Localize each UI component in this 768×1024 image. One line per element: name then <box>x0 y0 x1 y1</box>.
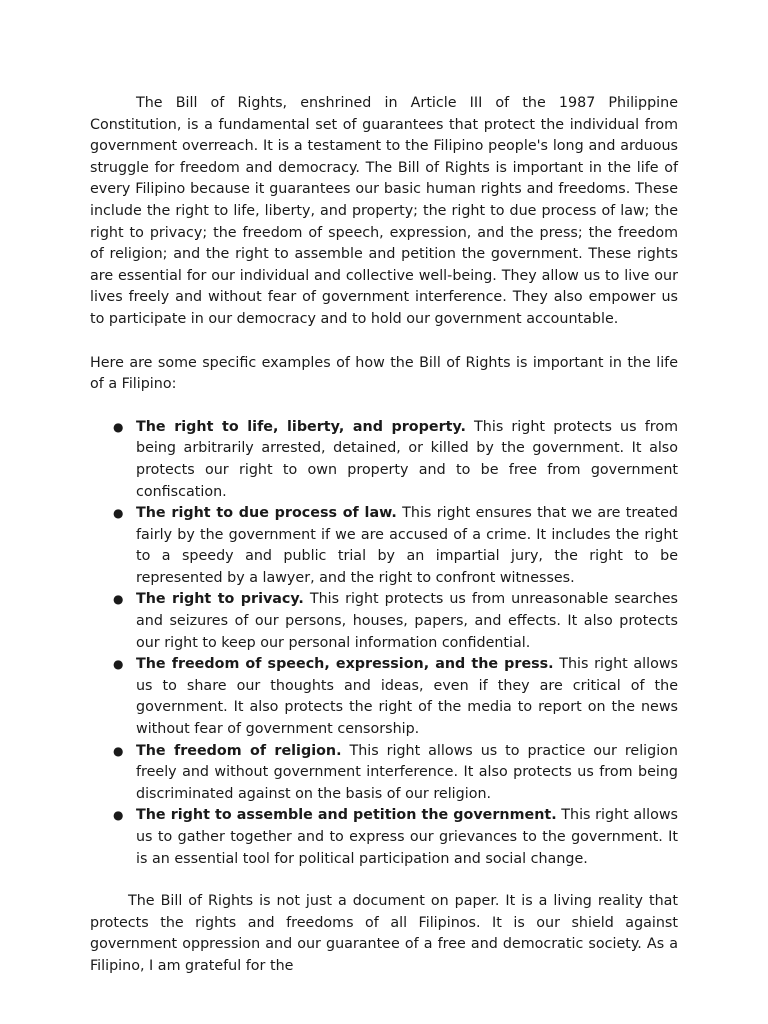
list-item <box>113 417 679 503</box>
right-term: The right to privacy. <box>136 591 304 608</box>
right-description: This right allows us to gather together and to express our grievances to the government. It is an essential tool for political participation and social change. <box>136 807 678 867</box>
intro-paragraph: The Bill of Rights, enshrined in Article III of the 1987 Philippine Constitution, is a fundamental set of guarantees that protect the individual from government overreach. It is a testament to the Filipino people's long and arduous struggle for freedom and democracy. The Bill of Rights is important in the life of every Filipino because it guarantees our basic human rights and freedoms. These include the right to life, liberty, and property; the right to due process of law; the right to privacy; the freedom of speech, expression, and the press; the freedom of religion; and the right to assemble and petition the government. These rights are essential for our individual and collective well-being. They allow us to live our lives freely and without fear of government interference. They also empower us to participate in our democracy and to hold our government accountable. <box>90 95 678 327</box>
right-description: This right protects us from unreasonable searches and seizures of our persons, houses, papers, and effects. It also protects our right to keep our personal information confidential. <box>136 591 678 651</box>
list-item <box>113 654 678 740</box>
right-description: This right allows us to share our thoughts and ideas, even if they are critical of the government. It also protects the right of the media to report on the news without fear of government censorship. <box>136 656 678 738</box>
list-item <box>113 589 678 654</box>
right-term: The freedom of speech, expression, and the press. <box>136 656 554 673</box>
right-description: This right ensures that we are treated fairly by the government if we are accused of a crime. It includes the right to a speedy and public trial by an impartial jury, the right to be represented by a lawyer, and the right to confront witnesses. <box>136 505 678 586</box>
document-body <box>90 93 678 978</box>
right-term: The freedom of religion. <box>136 742 342 759</box>
right-description: This right allows us to practice our religion freely and without government interference. It also protects us from being discriminated against on the basis of our religion. <box>136 742 678 802</box>
right-description: This right protects us from being arbitrarily arrested, detained, or killed by the government. It also protects our right to own property and to be free from government confiscation. <box>136 418 679 500</box>
right-term: The right to due process of law. <box>136 505 397 522</box>
bullet-icon: ● <box>113 657 124 672</box>
bullet-icon: ● <box>113 743 124 758</box>
bullet-icon: ● <box>113 592 124 607</box>
list-item <box>113 741 678 806</box>
bullet-icon: ● <box>113 808 124 823</box>
examples-intro-paragraph: Here are some specific examples of how the Bill of Rights is important in the life of a Filipino: <box>90 354 678 393</box>
rights-list <box>90 417 678 870</box>
right-term: The right to life, liberty, and property. <box>136 418 466 435</box>
list-item <box>113 503 678 589</box>
bullet-icon: ● <box>113 419 124 434</box>
bullet-icon: ● <box>113 506 124 521</box>
closing-paragraph: The Bill of Rights is not just a document on paper. It is a living reality that protects the rights and freedoms of all Filipinos. It is our shield against government oppression and our guarantee of a free and democratic society. As a Filipino, I am grateful for the <box>90 893 678 974</box>
list-item <box>113 805 678 870</box>
right-term: The right to assemble and petition the government. <box>136 807 557 824</box>
